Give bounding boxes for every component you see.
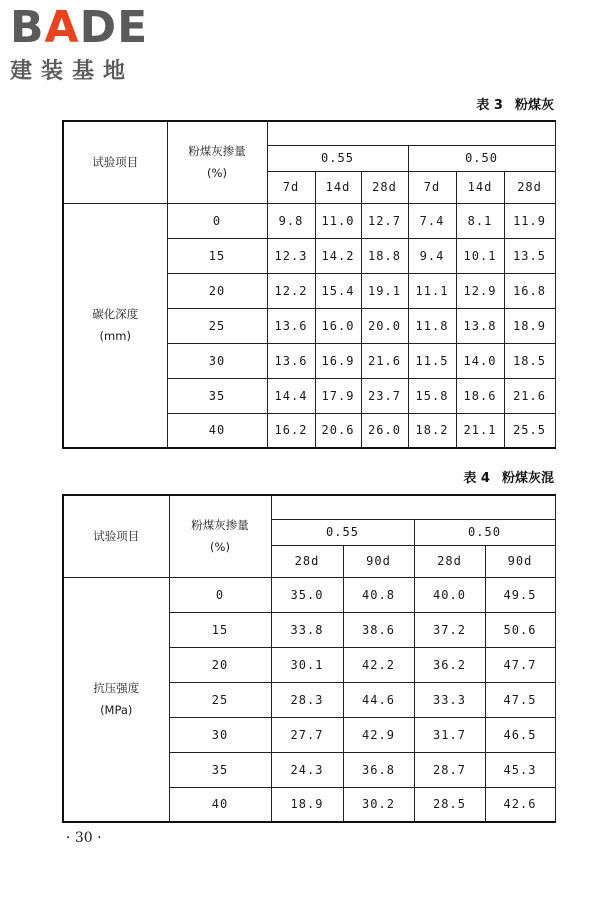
table3-age-header: 14d	[315, 171, 361, 203]
table4-value-cell: 42.6	[485, 787, 555, 822]
table4-value-cell: 28.7	[414, 752, 485, 787]
table3-value-cell: 12.9	[456, 273, 504, 308]
table4-value-cell: 30.2	[343, 787, 414, 822]
table3-value-cell: 20.0	[361, 308, 408, 343]
table3-age-header: 7d	[267, 171, 315, 203]
table4-value-cell: 18.9	[271, 787, 343, 822]
table4-group-header: 0.50	[414, 519, 555, 545]
table3-value-cell: 23.7	[361, 378, 408, 413]
table4-value-cell: 42.9	[343, 717, 414, 752]
page-number: · 30 ·	[66, 830, 102, 846]
logo-subtitle: 建装基地	[10, 59, 135, 84]
table4-value-cell: 28.3	[271, 682, 343, 717]
table4-age-header: 90d	[485, 545, 555, 577]
table4-item-header: 试验项目	[63, 495, 169, 577]
table4-value-cell: 30.1	[271, 647, 343, 682]
table3-caption-number: 表 3	[476, 98, 503, 113]
table4-value-cell: 36.2	[414, 647, 485, 682]
table3-value-cell: 7.4	[408, 203, 456, 238]
table4-dose-header: 粉煤灰掺量 (%)	[169, 495, 271, 577]
table3-caption	[476, 94, 554, 113]
table3-value-cell: 26.0	[361, 413, 408, 448]
table3-age-header: 14d	[456, 171, 504, 203]
table4-value-cell: 45.3	[485, 752, 555, 787]
table4-compressive-strength	[62, 494, 556, 823]
table3-value-cell: 14.0	[456, 343, 504, 378]
table3-carbonation-depth	[62, 120, 556, 449]
table3-value-cell: 18.9	[504, 308, 555, 343]
table-row	[63, 203, 555, 238]
table3-dose-cell: 0	[167, 203, 267, 238]
table4-value-cell: 44.6	[343, 682, 414, 717]
table4-caption	[463, 467, 554, 486]
table3-value-cell: 9.8	[267, 203, 315, 238]
table4-dose-cell: 20	[169, 647, 271, 682]
table4-top-blank	[271, 495, 555, 519]
table4-caption-number: 表 4	[463, 471, 490, 486]
table4-dose-cell: 35	[169, 752, 271, 787]
table3-value-cell: 13.5	[504, 238, 555, 273]
table3-value-cell: 21.6	[504, 378, 555, 413]
table3-value-cell: 20.6	[315, 413, 361, 448]
table3-value-cell: 16.0	[315, 308, 361, 343]
table3-row-label: 碳化深度 (mm)	[63, 203, 167, 448]
table4-value-cell: 24.3	[271, 752, 343, 787]
bade-logo	[10, 4, 180, 85]
table3-item-header: 试验项目	[63, 121, 167, 203]
table4-dose-cell: 25	[169, 682, 271, 717]
table4-value-cell: 38.6	[343, 612, 414, 647]
table3-dose-cell: 20	[167, 273, 267, 308]
table4-dose-cell: 15	[169, 612, 271, 647]
table3-group-header: 0.55	[267, 145, 408, 171]
table4-value-cell: 47.5	[485, 682, 555, 717]
table3-dose-header: 粉煤灰掺量 (%)	[167, 121, 267, 203]
table3-dose-cell: 30	[167, 343, 267, 378]
table3-value-cell: 18.8	[361, 238, 408, 273]
table3-top-blank	[267, 121, 555, 145]
table3-value-cell: 18.5	[504, 343, 555, 378]
table3-value-cell: 16.8	[504, 273, 555, 308]
table3-value-cell: 12.7	[361, 203, 408, 238]
table3-age-header: 28d	[361, 171, 408, 203]
table4-row-label: 抗压强度 (MPa)	[63, 577, 169, 822]
logo-wordmark: BADE	[10, 2, 149, 53]
table4-value-cell: 47.7	[485, 647, 555, 682]
table3-value-cell: 17.9	[315, 378, 361, 413]
table4-caption-title: 粉煤灰混	[501, 471, 554, 486]
table3-value-cell: 21.1	[456, 413, 504, 448]
table3-value-cell: 11.5	[408, 343, 456, 378]
table3-dose-cell: 25	[167, 308, 267, 343]
table3-value-cell: 8.1	[456, 203, 504, 238]
table3-value-cell: 11.9	[504, 203, 555, 238]
table4-value-cell: 46.5	[485, 717, 555, 752]
table4-age-header: 28d	[414, 545, 485, 577]
table4-value-cell: 33.8	[271, 612, 343, 647]
table-row	[63, 577, 555, 612]
table3-value-cell: 16.2	[267, 413, 315, 448]
table3-value-cell: 12.2	[267, 273, 315, 308]
table3-value-cell: 11.8	[408, 308, 456, 343]
table4-group-header: 0.55	[271, 519, 414, 545]
table4-value-cell: 37.2	[414, 612, 485, 647]
table3-value-cell: 9.4	[408, 238, 456, 273]
table3-value-cell: 13.6	[267, 308, 315, 343]
table4-age-header: 28d	[271, 545, 343, 577]
table3-value-cell: 21.6	[361, 343, 408, 378]
table3-value-cell: 15.8	[408, 378, 456, 413]
table3-value-cell: 11.1	[408, 273, 456, 308]
table3-dose-cell: 40	[167, 413, 267, 448]
table3-value-cell: 13.6	[267, 343, 315, 378]
table3-value-cell: 25.5	[504, 413, 555, 448]
table4-value-cell: 28.5	[414, 787, 485, 822]
table4-dose-cell: 0	[169, 577, 271, 612]
table3-group-header: 0.50	[408, 145, 555, 171]
table4-value-cell: 40.8	[343, 577, 414, 612]
table3-value-cell: 19.1	[361, 273, 408, 308]
table3-value-cell: 16.9	[315, 343, 361, 378]
table3-value-cell: 18.6	[456, 378, 504, 413]
table4-value-cell: 35.0	[271, 577, 343, 612]
table3-age-header: 28d	[504, 171, 555, 203]
table3-caption-title: 粉煤灰	[514, 98, 554, 113]
table3-value-cell: 14.4	[267, 378, 315, 413]
table4-dose-cell: 30	[169, 717, 271, 752]
table3-value-cell: 18.2	[408, 413, 456, 448]
table4-dose-cell: 40	[169, 787, 271, 822]
table4-age-header: 90d	[343, 545, 414, 577]
table4-value-cell: 40.0	[414, 577, 485, 612]
table4-value-cell: 27.7	[271, 717, 343, 752]
table3-value-cell: 10.1	[456, 238, 504, 273]
table4-value-cell: 33.3	[414, 682, 485, 717]
table3-value-cell: 12.3	[267, 238, 315, 273]
table3-value-cell: 15.4	[315, 273, 361, 308]
table4-value-cell: 49.5	[485, 577, 555, 612]
table3-dose-cell: 15	[167, 238, 267, 273]
table4-value-cell: 36.8	[343, 752, 414, 787]
table3-value-cell: 11.0	[315, 203, 361, 238]
table4-value-cell: 31.7	[414, 717, 485, 752]
table3-value-cell: 13.8	[456, 308, 504, 343]
table3-value-cell: 14.2	[315, 238, 361, 273]
table3-age-header: 7d	[408, 171, 456, 203]
table4-value-cell: 50.6	[485, 612, 555, 647]
table3-dose-cell: 35	[167, 378, 267, 413]
table4-value-cell: 42.2	[343, 647, 414, 682]
